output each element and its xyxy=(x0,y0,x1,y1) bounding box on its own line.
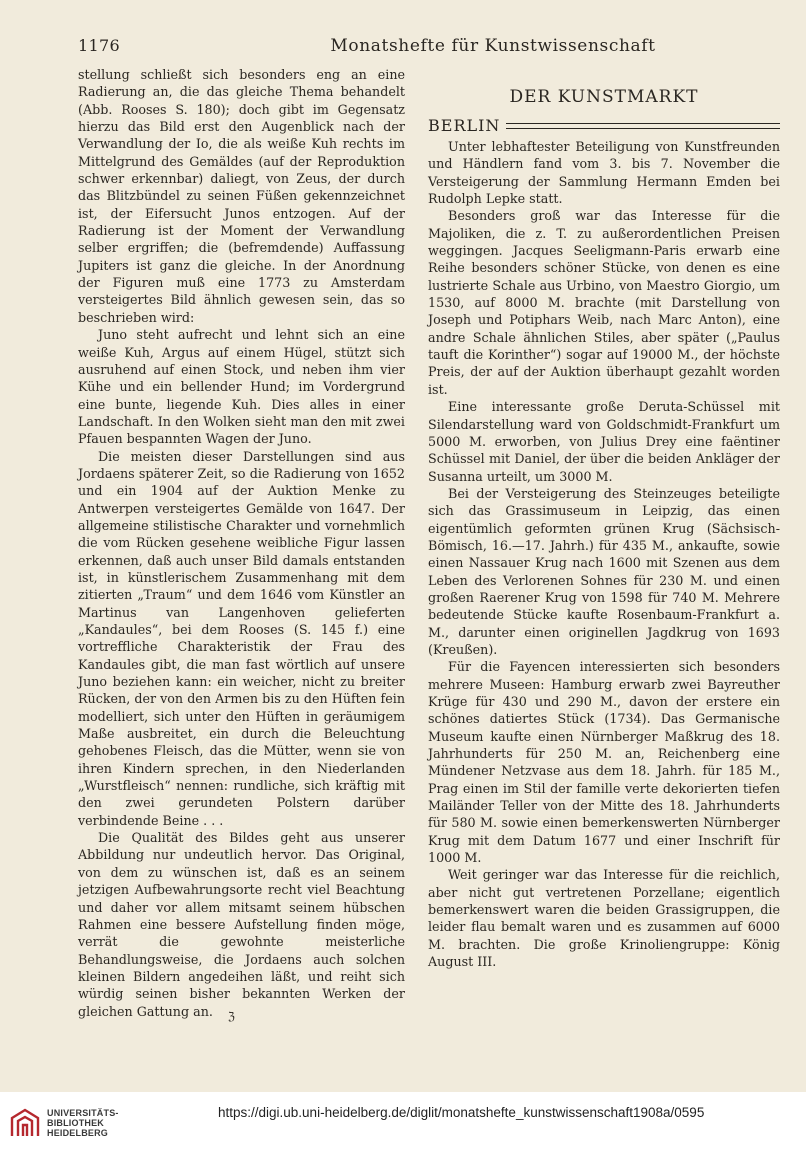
double-rule xyxy=(506,123,780,129)
right-paragraph-2: Besonders groß war das Interesse für die Majoliken, die z. T. zu außerordentlichen Preisen weggingen. Jacques Seeligmann-Paris erwarb eine Reihe besonders schöner Stücke, von denen es eine lustrierte Schale aus Urbino, von Maestro Giorgio, um 1530, auf 8000 M. brachte (mit Darstellung von Joseph und Potiphars Weib, nach Marc Anton), eine andre Schale ähnlichen Stiles, aber später („Paulus tauft die Korinther“) sogar auf 19000 M., der höchste Preis, der auf der Auktion überhaupt gezahlt worden ist. xyxy=(428,208,780,397)
left-paragraph-2: Juno steht aufrecht und lehnt sich an eine weiße Kuh, Argus auf einem Hügel, stützt sich ausruhend auf einen Stock, und neben ihm vier Kühe und ein bellender Hund; im Vordergrund eine bunte, liegende Kuh. Dies alles in einer Landschaft. In den Wolken sieht man den mit zwei Pfauen bespannten Wagen der Juno. xyxy=(78,327,405,447)
library-name-line: UNIVERSITÄTS- xyxy=(47,1108,119,1118)
right-paragraph-4: Bei der Versteigerung des Steinzeuges beteiligte sich das Grassimuseum in Leipzig, das einen eigentümlich geformten grünen Krug (Sächsisch-Bömisch, 16.—17. Jahrh.) für 435 M., ankaufte, sowie einen Nassauer Krug nach 1600 mit Szenen aus dem Leben des Verlorenen Sohnes für 230 M. und einen großen Raerener Krug von 1598 für 740 M. Mehrere bedeutende Stücke kaufte Rosenbaum-Frankfurt a. M., darunter einen originellen Jagdkrug von 1693 (Kreußen). xyxy=(428,485,780,657)
left-paragraph-1: stellung schließt sich besonders eng an eine Radierung an, die das gleiche Thema behandelt (Abb. Rooses S. 180); doch gibt im Gegensatz hierzu das Bild erst den Augenblick nach der Verwandlung der Io, die als weiße Kuh rechts im Mittelgrund des Gemäldes (auf der Reproduktion schwer erkennbar) daliegt, von Zeus, der durch das Blitzbündel zu seinen Füßen gekennzeichnet ist, der Eifersucht Junos entzogen. Auf der Radierung ist der Moment der Verwandlung selber ergriffen; die (befremdende) Auffassung Jupiters ist ganz die gleiche. In der Anordnung der Figuren muß eine 1773 zu Amsterdam versteigertes Bild ähnlich gewesen sein, das so beschrieben wird: xyxy=(78,67,405,325)
right-paragraph-3: Eine interessante große Deruta-Schüssel mit Silendarstellung ward von Goldschmidt-Frankfurt um 5000 M. erworben, von Julius Drey eine faëntiner Schüssel mit Daniel, der über die beiden Ankläger der Susanna urteilt, um 3000 M. xyxy=(428,399,780,484)
page-number: 1176 xyxy=(78,36,120,55)
permalink-url[interactable]: https://digi.ub.uni-heidelberg.de/diglit/monatshefte_kunstwissenschaft1908a/0595 xyxy=(218,1105,705,1120)
right-column xyxy=(428,86,780,971)
library-name-line: BIBLIOTHEK xyxy=(47,1118,104,1128)
city-label: BERLIN xyxy=(428,116,501,135)
library-logo-icon xyxy=(8,1106,42,1140)
library-name-line: HEIDELBERG xyxy=(47,1128,109,1138)
left-column xyxy=(78,66,405,1020)
viewer-footer xyxy=(0,1092,806,1154)
page-header xyxy=(78,36,778,60)
section-title: DER KUNSTMARKT xyxy=(509,87,699,107)
right-paragraph-6: Weit geringer war das Interesse für die reichlich, aber nicht gut vertretenen Porzellane; eigentlich bemerkenswert waren die beiden Grassigruppen, die leider flau bemalt waren und es zusammen auf 6000 M. brachten. Die große Krinoliengruppe: König August III. xyxy=(428,867,780,970)
right-paragraph-1: Unter lebhaftester Beteiligung von Kunstfreunden und Händlern fand vom 3. bis 7. November die Versteigerung der Sammlung Hermann Emden bei Rudolph Lepke statt. xyxy=(428,139,780,207)
right-paragraph-5: Für die Fayencen interessierten sich besonders mehrere Museen: Hamburg erwarb zwei Bayreuther Krüge für 430 und 290 M., davon der erstere ein schönes datiertes Stück (1734). Das Germanische Museum kaufte einen Nürnberger Maßkrug des 18. Jahrhunderts für 250 M. an, Reichenberg eine Mündener Netzvase aus dem 18. Jahrh. für 185 M., Prag einen im Stil der famille verte dekorierten tiefen Mailänder Teller von der Mitte des 18. Jahrhunderts für 580 M. sowie einen bemerkenswerten Nürnberger Krug mit dem Datum 1677 und einer Inschrift für 1000 M. xyxy=(428,659,780,866)
city-heading xyxy=(428,116,780,136)
left-paragraph-4: Die Qualität des Bildes geht aus unserer Abbildung nur undeutlich hervor. Das Original, von dem zu wünschen ist, daß es an seinem jetzigen Aufbewahrungsorte recht viel Beachtung und daher vor allem mitsamt seinem hübschen Rahmen eine bessere Aufstellung finden möge, verrät die gewohnte meisterliche Behandlungsweise, die Jordaens auch solchen kleinen Bildern angedeihen läßt, und reiht sich würdig seinen bisher bekannten Werken der gleichen Gattung an. xyxy=(78,830,405,1019)
library-name xyxy=(47,1108,119,1138)
left-paragraph-3: Die meisten dieser Darstellungen sind aus Jordaens späterer Zeit, so die Radierung von 1652 und ein 1904 auf der Auktion Menke zu Antwerpen versteigertes Gemälde von 1647. Der allgemeine stilistische Charakter und vornehmlich die vom Rücken gesehene weibliche Figur lassen erkennen, daß auch unser Bild damals entstanden ist, in künstlerischem Zusammenhang mit dem zitierten „Traum“ und dem 1646 vom Künstler an Martinus van Langenhoven gelieferten „Kandaules“, bei dem Rooses (S. 145 f.) eine vortreffliche Charakteristik der Frau des Kandaules gibt, die man fast wörtlich auf unsere Juno beziehen kann: ein weicher, nicht zu breiter Rücken, der von den Armen bis zu den Hüften fein modelliert, sich unter den Hüften in geräumigem Maße ausbreitet, ein durch die Beleuchtung gehobenes Fleisch, das die Mütter, wenn sie von ihren Kindern sprechen, in den Niederlanden „Wurstfleisch“ nennen: rundliche, sich kräftig mit den zwei gerundeten Polstern darüber verbindende Beine . . . xyxy=(78,448,405,828)
footnote-mark: ℨ xyxy=(228,1010,235,1023)
running-title: Monatshefte für Kunstwissenschaft xyxy=(330,36,656,56)
